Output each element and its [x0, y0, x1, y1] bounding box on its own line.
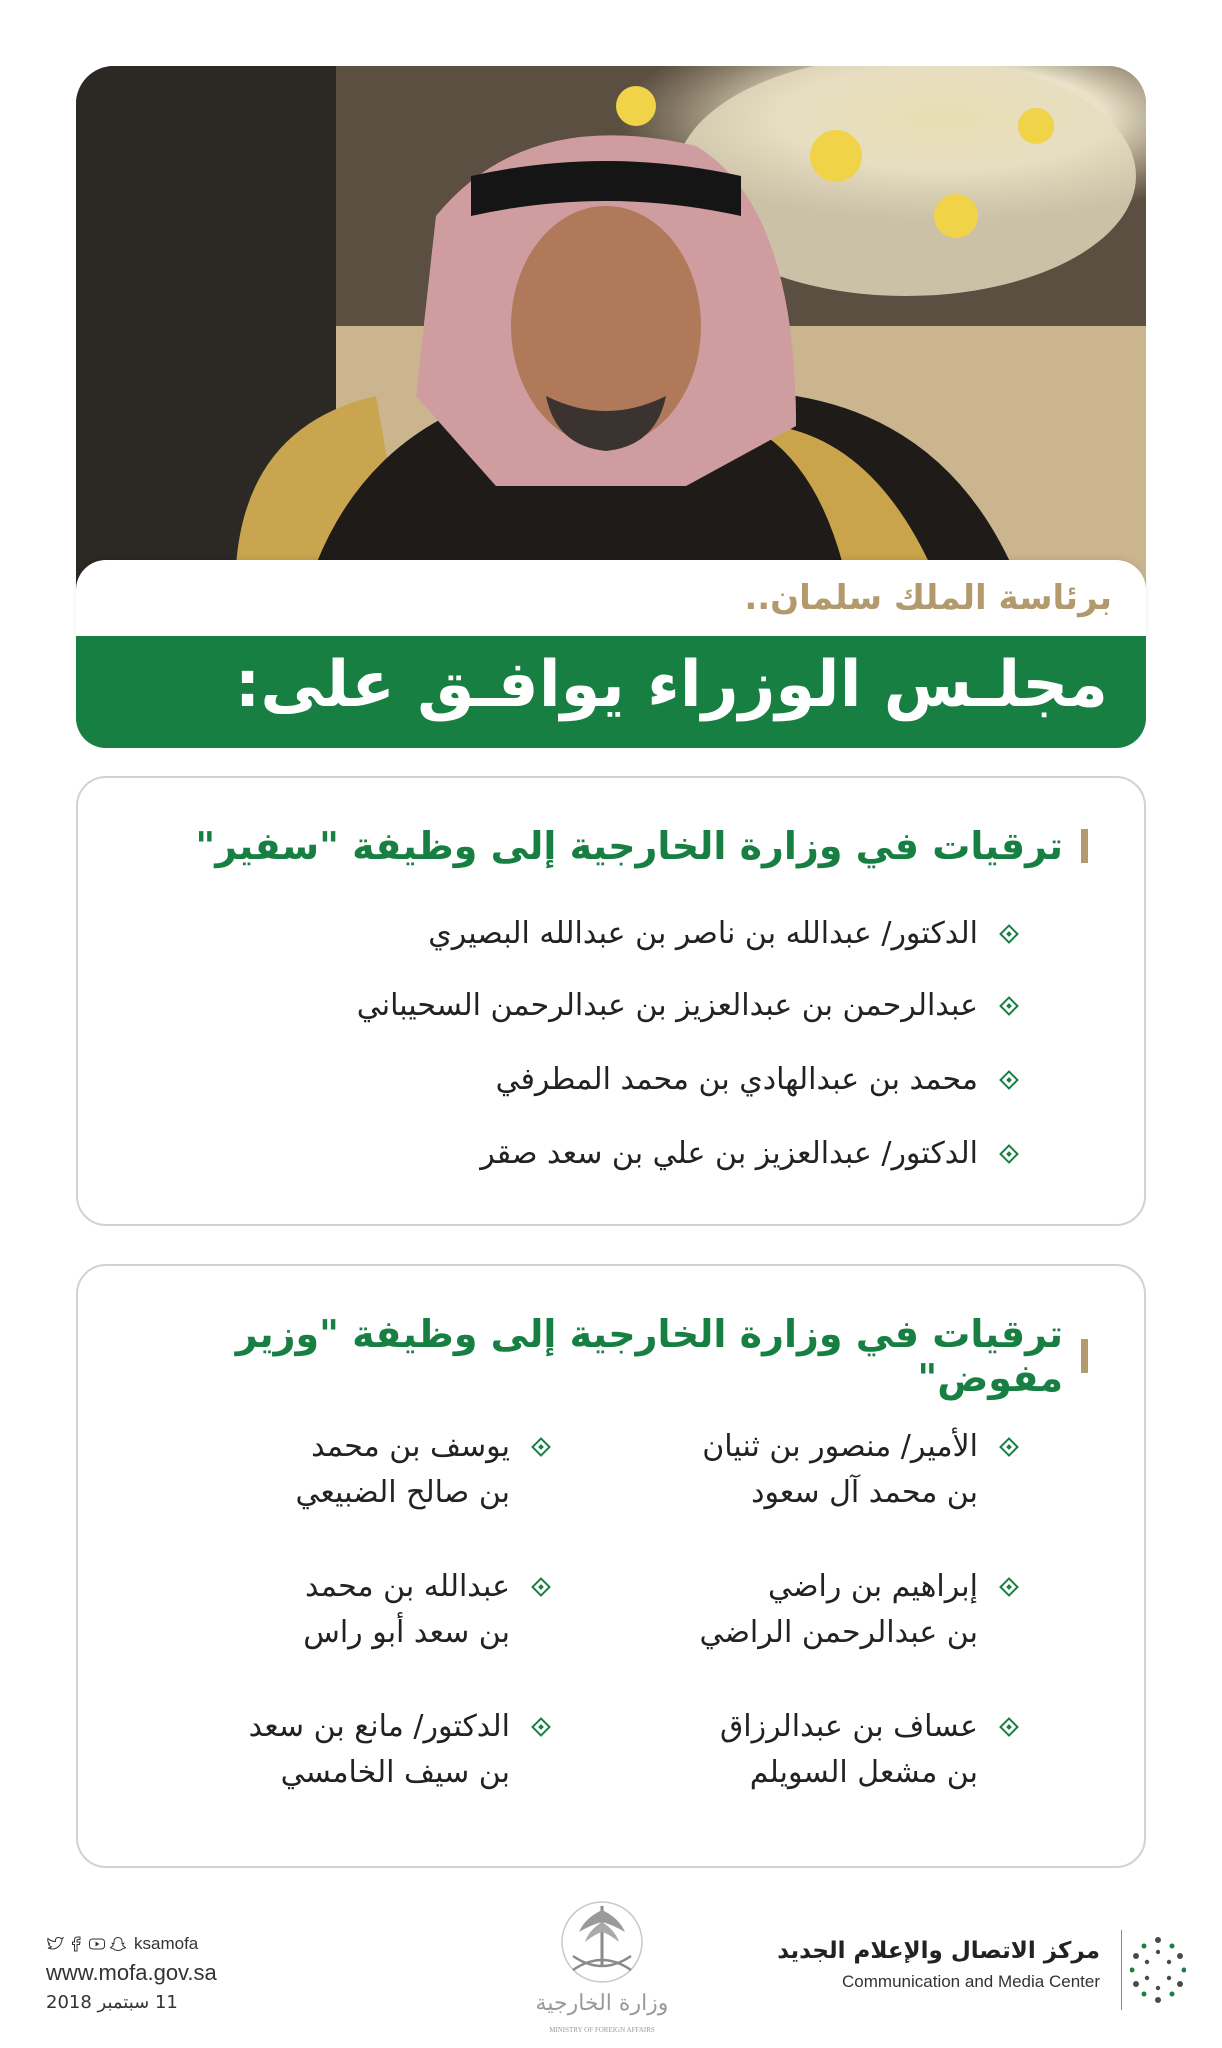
section-minister — [76, 1264, 1146, 1868]
name-line-1: عساف بن عبدالرزاق — [720, 1709, 978, 1744]
list-item — [249, 1704, 548, 1796]
list-item — [428, 916, 1016, 951]
heading-text: ترقيات في وزارة الخارجية إلى وظيفة "وزير مفوض" — [235, 1312, 1064, 1400]
name-line-2: بن مشعل السويلم — [749, 1755, 978, 1790]
bullet-diamond-icon — [531, 1577, 551, 1597]
name-line-1: إبراهيم بن راضي — [768, 1569, 978, 1604]
ministry-emblem-logo — [527, 1896, 677, 2042]
subtitle: برئاسة الملك سلمان.. — [744, 578, 1112, 618]
name-line-1: الدكتور/ مانع بن سعد — [248, 1709, 510, 1744]
heading-accent — [1081, 1339, 1088, 1373]
ministry-name-en: MINISTRY OF FOREIGN AFFAIRS — [549, 2026, 655, 2034]
person-name: عبدالرحمن بن عبدالعزيز بن عبدالرحمن السحيباني — [356, 988, 978, 1023]
name-line-2: بن سيف الخامسي — [280, 1755, 510, 1790]
person-name: الدكتور/ عبدالعزيز بن علي بن سعد صقر — [480, 1136, 978, 1171]
person-name: الدكتور/ عبدالله بن ناصر بن عبدالله البصيري — [428, 916, 978, 951]
twitter-icon[interactable] — [46, 1936, 64, 1952]
person-name: محمد بن عبدالهادي بن محمد المطرفي — [495, 1062, 978, 1097]
page-title: مجلـس الوزراء يوافـق على: — [234, 648, 1108, 722]
media-center-name — [777, 1938, 1100, 1992]
name-line-2: بن صالح الضبيعي — [295, 1475, 510, 1510]
list-item — [720, 1704, 1016, 1796]
heading-accent — [1081, 829, 1088, 863]
list-item — [303, 1564, 548, 1656]
footer-divider — [1121, 1930, 1122, 2010]
media-center-logo-icon — [1130, 1932, 1186, 2008]
bullet-diamond-icon — [999, 1144, 1019, 1164]
youtube-icon[interactable] — [88, 1936, 106, 1952]
subtitle-strip — [76, 560, 1146, 638]
portrait-illustration — [76, 66, 1146, 631]
hero-photo — [76, 66, 1146, 631]
list-item — [357, 988, 1016, 1023]
section-ambassador — [76, 776, 1146, 1226]
list-item — [699, 1564, 1016, 1656]
title-bar — [76, 636, 1146, 748]
list-item — [296, 1424, 548, 1516]
bullet-diamond-icon — [999, 996, 1019, 1016]
website-link[interactable]: www.mofa.gov.sa — [46, 1960, 217, 1985]
name-line-2: بن محمد آل سعود — [751, 1475, 978, 1510]
bullet-diamond-icon — [999, 1437, 1019, 1457]
social-links — [46, 1934, 198, 1954]
bullet-diamond-icon — [531, 1717, 551, 1737]
bullet-diamond-icon — [999, 1717, 1019, 1737]
social-handle: ksamofa — [134, 1934, 199, 1953]
name-line-1: يوسف بن محمد — [311, 1429, 510, 1464]
list-item — [702, 1424, 1016, 1516]
section-ambassador-heading — [195, 824, 1088, 868]
bullet-diamond-icon — [531, 1437, 551, 1457]
bullet-diamond-icon — [999, 1070, 1019, 1090]
name-line-1: الأمير/ منصور بن ثنيان — [702, 1429, 978, 1464]
list-item — [496, 1062, 1016, 1097]
publish-date: 11 سبتمبر 2018 — [46, 1992, 178, 2013]
list-item — [480, 1136, 1016, 1171]
heading-text: ترقيات في وزارة الخارجية إلى وظيفة "سفير" — [195, 824, 1063, 868]
name-line-1: عبدالله بن محمد — [305, 1569, 510, 1604]
facebook-icon[interactable] — [67, 1936, 85, 1952]
bullet-diamond-icon — [999, 1577, 1019, 1597]
media-center-name-en: Communication and Media Center — [842, 1972, 1100, 1991]
media-center-name-ar: مركز الاتصال والإعلام الجديد — [777, 1938, 1100, 1964]
ministry-name-ar: وزارة الخارجية — [535, 1991, 669, 2016]
bullet-diamond-icon — [999, 924, 1019, 944]
name-line-2: بن سعد أبو راس — [303, 1615, 510, 1650]
footer — [0, 1880, 1222, 2048]
snapchat-icon[interactable] — [109, 1936, 127, 1952]
name-line-2: بن عبدالرحمن الراضي — [699, 1615, 978, 1650]
section-minister-heading — [78, 1312, 1088, 1400]
